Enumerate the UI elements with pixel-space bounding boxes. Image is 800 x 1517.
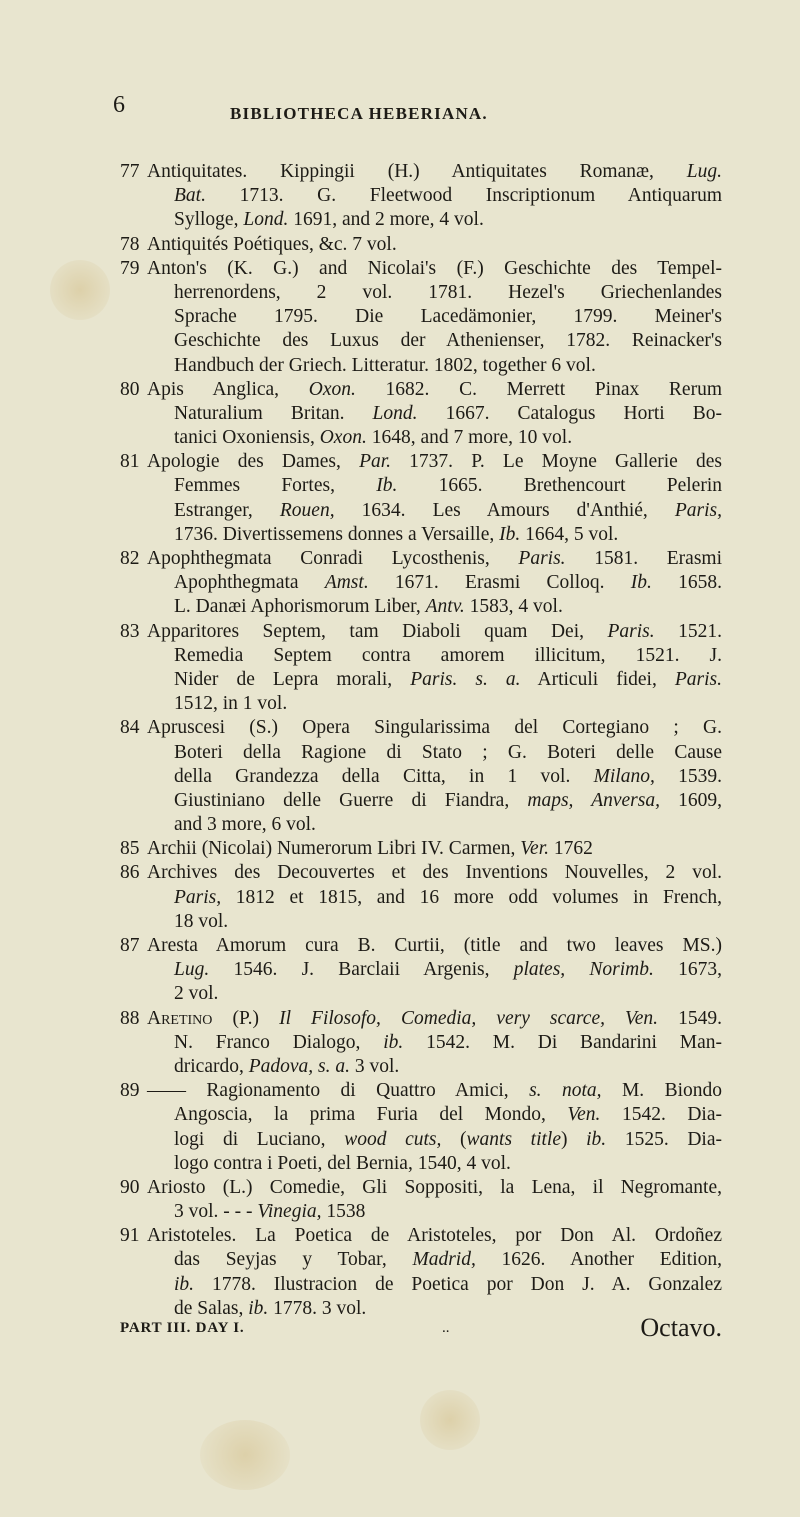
entry-text: herrenordens, 2 vol. 1781. Hezel's Griechenlandes xyxy=(174,281,722,303)
catalogue-entry xyxy=(120,1007,722,1080)
author-name: Aretino xyxy=(147,1007,213,1029)
entry-text: Antiquités Poétiques, &c. 7 vol. xyxy=(147,233,397,255)
entry-text: Aristoteles. La Poetica de Aristoteles, por Don Al. Ordoñez xyxy=(147,1225,722,1247)
entry-line xyxy=(120,644,722,668)
entry-text: Geschichte des Luxus der Athenienser, 1782. Reinacker's xyxy=(174,330,722,352)
italic-text: Ven. xyxy=(567,1104,601,1126)
entry-line xyxy=(120,765,722,789)
entry-text: Apophthegmata xyxy=(174,572,325,594)
entry-text: and 3 more, 6 vol. xyxy=(174,814,316,836)
italic-text: Paris. xyxy=(607,620,655,642)
italic-text: Antv. xyxy=(425,596,465,618)
entry-text: logi di Luciano, xyxy=(174,1128,345,1150)
entry-line xyxy=(120,1176,722,1200)
italic-text: Ib. xyxy=(630,572,652,594)
entry-line xyxy=(120,1031,722,1055)
italic-text: Madrid, xyxy=(412,1249,476,1271)
entry-line xyxy=(120,813,722,837)
entry-text: Handbuch der Griech. Litteratur. 1802, together 6 vol. xyxy=(174,354,596,376)
lot-number: 85 xyxy=(120,838,140,860)
entry-text: 1512, in 1 vol. xyxy=(174,693,288,715)
entry-text: della Grandezza della Citta, in 1 vol. xyxy=(174,765,594,787)
catalogue-entry xyxy=(120,1079,722,1176)
entry-line xyxy=(120,499,722,523)
entry-line xyxy=(120,281,722,305)
italic-text: Lug. xyxy=(686,161,722,182)
entry-line xyxy=(120,595,722,619)
entry-line xyxy=(120,474,722,498)
entry-text: Boteri della Ragione di Stato ; G. Boteri delle Cause xyxy=(174,741,722,763)
lot-number: 83 xyxy=(120,620,140,642)
italic-text: Padova, s. a. xyxy=(248,1055,350,1077)
entry-line xyxy=(120,789,722,813)
entry-line xyxy=(120,692,722,716)
italic-text: Paris, xyxy=(674,499,723,521)
italic-text: ib. xyxy=(248,1297,269,1319)
entry-text: L. Danæi Aphorismorum Liber, xyxy=(174,596,426,618)
entry-text: 1736. Divertissemens donnes a Versaille, xyxy=(174,523,500,545)
entry-line xyxy=(120,716,722,740)
entry-text: (P.) xyxy=(212,1007,280,1029)
entry-text: Apologie des Dames, xyxy=(147,451,360,473)
entry-text: 18 vol. xyxy=(174,910,229,932)
italic-text: Lug. xyxy=(174,959,210,981)
italic-text: ib. xyxy=(586,1128,607,1150)
lot-number: 79 xyxy=(120,257,140,279)
entry-text: 1648, and 7 more, 10 vol. xyxy=(366,427,573,449)
catalogue-entry xyxy=(120,160,722,233)
lot-number: 87 xyxy=(120,935,140,956)
entry-text: 1538 xyxy=(321,1201,366,1223)
entry-line xyxy=(120,1273,722,1297)
entry-text: Sprache 1795. Die Lacedämonier, 1799. Meiner's xyxy=(174,306,722,328)
paper-stain xyxy=(200,1420,290,1490)
entry-text: ) xyxy=(561,1128,587,1150)
entry-text: 1664, 5 vol. xyxy=(520,523,619,545)
italic-text: Paris. xyxy=(518,548,566,569)
entry-line xyxy=(120,160,722,184)
entry-line xyxy=(120,910,722,934)
catalogue-entry xyxy=(120,547,722,620)
italic-text: Milano, xyxy=(593,765,655,787)
paper-stain xyxy=(420,1390,480,1450)
entry-text: Apparitores Septem, tam Diaboli quam Dei, xyxy=(147,620,608,642)
entry-text: 1812 et 1815, and 16 more odd volumes in French, xyxy=(221,886,722,908)
entry-text: Anton's (K. G.) and Nicolai's (F.) Geschichte des Tempel- xyxy=(147,257,722,279)
entry-text: tanici Oxoniensis, xyxy=(174,427,320,449)
italic-text: ib. xyxy=(174,1273,195,1295)
entry-line xyxy=(120,1200,722,1224)
entry-line xyxy=(120,1248,722,1272)
entry-text: 1778. 3 vol. xyxy=(268,1297,367,1319)
italic-text: Amst. xyxy=(324,572,369,594)
running-head: BIBLIOTHECA HEBERIANA. xyxy=(230,104,488,123)
catalogue-entry xyxy=(120,620,722,717)
entry-text: Apophthegmata Conradi Lycosthenis, xyxy=(147,548,519,569)
entry-text: M. Biondo xyxy=(601,1080,723,1102)
entry-text: 1713. G. Fleetwood Inscriptionum Antiquarum xyxy=(205,185,722,207)
entry-text: Apis Anglica, xyxy=(147,378,309,400)
entry-text: 1673, xyxy=(653,959,722,981)
entry-text: 1634. Les Amours d'Anthié, xyxy=(334,499,675,521)
entry-line xyxy=(120,402,722,426)
catalogue-entry xyxy=(120,716,722,837)
entry-text: Archives des Decouvertes et des Inventions Nouvelles, 2 vol. xyxy=(147,862,722,884)
catalogue-entry xyxy=(120,1176,722,1224)
paper-stain xyxy=(50,260,110,320)
entry-text: Estranger, xyxy=(174,499,280,521)
entry-text: dricardo, xyxy=(174,1055,249,1077)
italic-text: Vinegia, xyxy=(257,1201,322,1223)
entry-text: Antiquitates. Kippingii (H.) Antiquitates Romanæ, xyxy=(147,161,687,182)
format-label: Octavo. xyxy=(640,1313,722,1342)
italic-text: Ib. xyxy=(376,475,398,497)
italic-text: Paris, xyxy=(174,886,222,908)
entry-text: Articuli fidei, xyxy=(520,668,675,690)
catalogue-entry xyxy=(120,233,722,257)
catalogue-entry xyxy=(120,837,722,861)
entry-line xyxy=(120,620,722,644)
entry-text: 1549. xyxy=(658,1007,722,1029)
entry-line xyxy=(120,450,722,474)
entry-text: 1539. xyxy=(654,765,722,787)
entry-text: de Salas, xyxy=(174,1297,249,1319)
italic-text: ib. xyxy=(383,1031,404,1053)
catalogue-entries xyxy=(120,160,722,1321)
entry-text: Ariosto (L.) Comedie, Gli Soppositi, la Lena, il Negromante, xyxy=(147,1176,722,1198)
entry-text: Giustiniano delle Guerre di Fiandra, xyxy=(174,789,528,811)
entry-line xyxy=(120,184,722,208)
italic-text: Bat. xyxy=(174,185,206,207)
entry-text: 2 vol. xyxy=(174,983,219,1005)
lot-number: 81 xyxy=(120,451,140,473)
entry-text: 1778. Ilustracion de Poetica por Don J. A. Gonzalez xyxy=(194,1273,722,1295)
entry-text: 1691, and 2 more, 4 vol. xyxy=(288,209,484,231)
italic-text: Oxon. xyxy=(308,378,356,400)
entry-line xyxy=(120,257,722,281)
entry-line xyxy=(120,233,722,257)
entry-text: 1762 xyxy=(549,838,593,860)
entry-text: 1671. Erasmi Colloq. xyxy=(368,572,631,594)
italic-text: Ib. xyxy=(499,523,521,545)
italic-text: wants title xyxy=(466,1128,561,1150)
lot-number: 89 xyxy=(120,1080,140,1102)
entry-text: das Seyjas y Tobar, xyxy=(174,1249,413,1271)
lot-number: 86 xyxy=(120,862,140,884)
entry-text: Sylloge, xyxy=(174,209,244,231)
entry-text: 1682. C. Merrett Pinax Rerum xyxy=(355,378,722,400)
entry-text: 3 vol. xyxy=(350,1055,400,1077)
entry-line xyxy=(120,1224,722,1248)
lot-number: 82 xyxy=(120,548,140,569)
entry-text: 1542. M. Di Bandarini Man- xyxy=(403,1031,722,1053)
entry-line xyxy=(120,934,722,958)
italic-text: maps, Anversa, xyxy=(527,789,660,811)
page-number: 6 xyxy=(113,92,125,118)
italic-text: Paris. xyxy=(674,668,723,690)
entry-text: 3 vol. - - - xyxy=(174,1201,258,1223)
entry-line xyxy=(120,668,722,692)
entry-text: 1626. Another Edition, xyxy=(475,1249,722,1271)
entry-line xyxy=(120,329,722,353)
entry-line xyxy=(120,305,722,329)
entry-text: Aresta Amorum cura B. Curtii, (title and two leaves MS.) xyxy=(147,935,722,956)
entry-text: ( xyxy=(441,1128,467,1150)
italic-text: Par. xyxy=(359,451,392,473)
entry-line xyxy=(120,958,722,982)
lot-number: 78 xyxy=(120,233,140,255)
entry-line xyxy=(120,741,722,765)
catalogue-entry xyxy=(120,934,722,1007)
italic-text: Rouen, xyxy=(279,499,335,521)
entry-line xyxy=(120,861,722,885)
entry-line xyxy=(120,886,722,910)
catalogue-entry xyxy=(120,378,722,451)
lot-number: 88 xyxy=(120,1007,140,1029)
entry-line xyxy=(120,1055,722,1079)
entry-line xyxy=(120,1007,722,1031)
entry-text: 1609, xyxy=(659,789,723,811)
entry-text: 1583, 4 vol. xyxy=(464,596,563,618)
entry-line xyxy=(120,1152,722,1176)
entry-line xyxy=(120,547,722,571)
entry-line xyxy=(120,1128,722,1152)
entry-text: 1658. xyxy=(651,572,723,594)
entry-line xyxy=(120,1103,722,1127)
entry-text: 1542. Dia- xyxy=(600,1104,723,1126)
catalogue-entry xyxy=(120,257,722,378)
signature-mark: PART III. DAY I. xyxy=(120,1320,245,1336)
italic-text: Lond. xyxy=(372,402,418,424)
entry-text: 1581. Erasmi xyxy=(565,548,722,569)
entry-text: 1521. xyxy=(654,620,722,642)
italic-text: plates, Norimb. xyxy=(513,959,654,981)
entry-text: —— Ragionamento di Quattro Amici, xyxy=(147,1080,530,1102)
entry-line xyxy=(120,571,722,595)
footer-dots: .. xyxy=(442,1320,450,1336)
entry-text: logo contra i Poeti, del Bernia, 1540, 4 vol. xyxy=(174,1152,511,1174)
lot-number: 91 xyxy=(120,1225,140,1247)
entry-text: Nider de Lepra morali, xyxy=(174,668,411,690)
entry-line xyxy=(120,208,722,232)
italic-text: Lond. xyxy=(243,209,289,231)
catalogue-entry xyxy=(120,450,722,547)
entry-line xyxy=(120,1079,722,1103)
italic-text: Ver. xyxy=(520,838,550,860)
italic-text: s. nota, xyxy=(529,1080,602,1102)
italic-text: wood cuts, xyxy=(344,1128,442,1150)
italic-text: Il Filosofo, Comedia, very scarce, Ven. xyxy=(279,1007,659,1029)
entry-line xyxy=(120,354,722,378)
lot-number: 77 xyxy=(120,161,140,182)
entry-line xyxy=(120,378,722,402)
entry-text: Apruscesi (S.) Opera Singularissima del Cortegiano ; G. xyxy=(147,717,722,739)
italic-text: Paris. s. a. xyxy=(410,668,521,690)
entry-text: 1737. P. Le Moyne Gallerie des xyxy=(391,451,722,473)
entry-text: 1546. J. Barclaii Argenis, xyxy=(209,959,514,981)
entry-text: 1667. Catalogus Horti Bo- xyxy=(417,402,722,424)
entry-text: Femmes Fortes, xyxy=(174,475,377,497)
entry-text: 1525. Dia- xyxy=(606,1128,722,1150)
italic-text: Oxon. xyxy=(319,427,367,449)
catalogue-entry xyxy=(120,1224,722,1321)
entry-line xyxy=(120,523,722,547)
entry-line xyxy=(120,837,722,861)
lot-number: 80 xyxy=(120,378,140,400)
entry-text: Naturalium Britan. xyxy=(174,402,373,424)
entry-line xyxy=(120,426,722,450)
entry-text: 1665. Brethencourt Pelerin xyxy=(397,475,722,497)
entry-line xyxy=(120,1297,722,1321)
entry-text: Angoscia, la prima Furia del Mondo, xyxy=(174,1104,568,1126)
lot-number: 90 xyxy=(120,1176,140,1198)
entry-text: N. Franco Dialogo, xyxy=(174,1031,384,1053)
entry-line xyxy=(120,982,722,1006)
entry-text: Remedia Septem contra amorem illicitum, 1521. J. xyxy=(174,644,722,666)
lot-number: 84 xyxy=(120,717,140,739)
entry-text: Archii (Nicolai) Numerorum Libri IV. Carmen, xyxy=(147,838,521,860)
catalogue-entry xyxy=(120,861,722,934)
